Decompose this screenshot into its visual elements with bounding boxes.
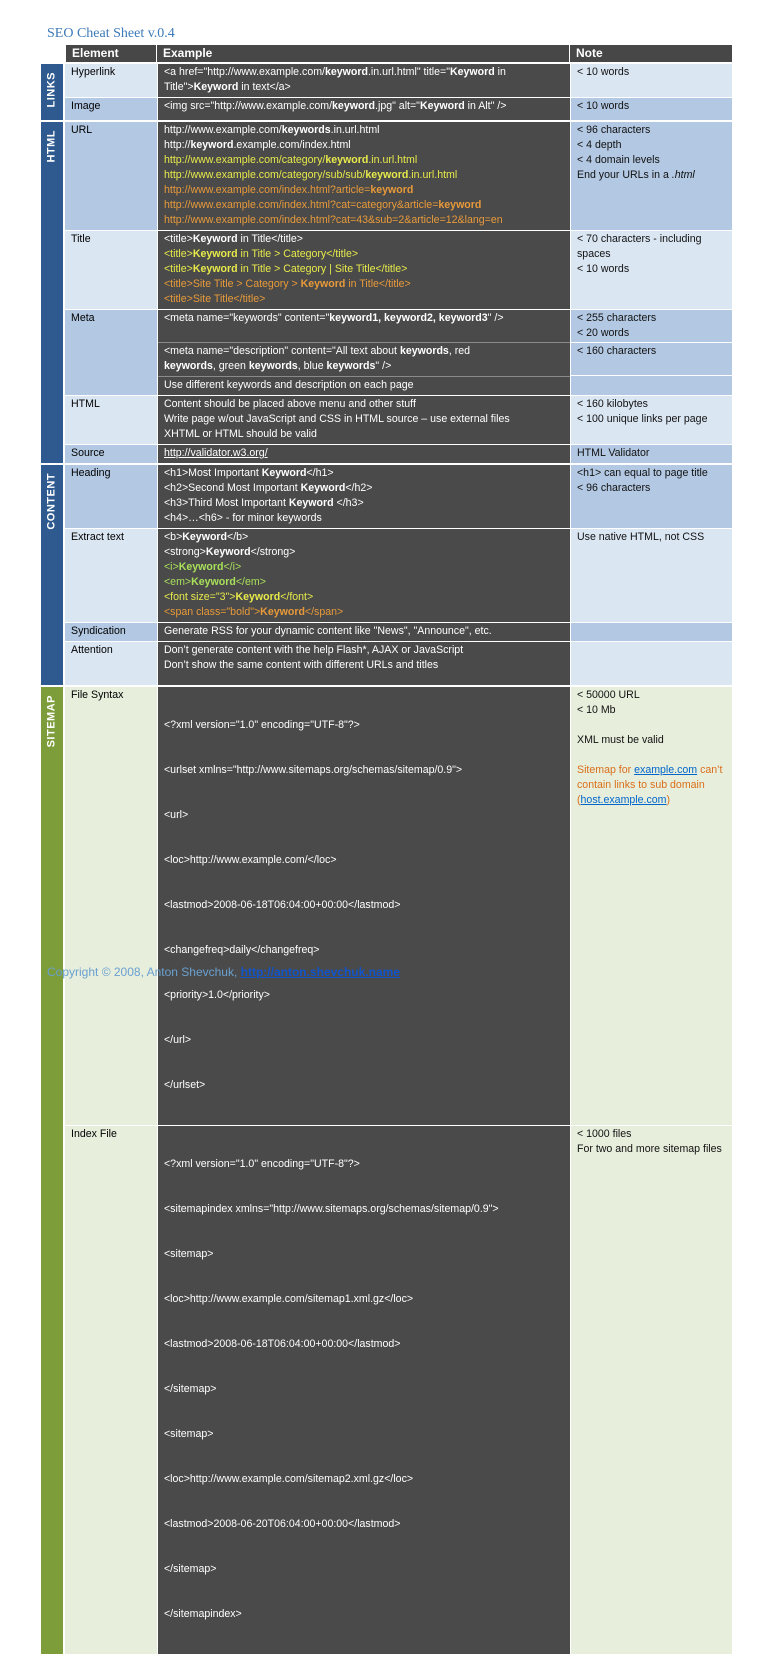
- header-note: Note: [569, 45, 732, 62]
- validator-link[interactable]: http://validator.w3.org/: [164, 447, 268, 459]
- footer-copyright: Copyright © 2008, Anton Shevchuk, http://anton.shevchuk.name: [47, 965, 400, 979]
- document-title: SEO Cheat Sheet v.0.4: [47, 26, 175, 41]
- header-example: Example: [156, 45, 569, 62]
- section-label-html: HTML: [41, 122, 63, 463]
- row-html: HTML Content should be placed above menu and other stuff Write page w/out JavaScript and CSS in HTML source – use external files XHTML or HTML should be valid < 160 kilobytes < 100 unique links per page: [65, 396, 732, 445]
- row-index-file: Index File <?xml version="1.0" encoding="UTF-8"?> <sitemapindex xmlns="http://www.sitemaps.org/schemas/sitemap/0.9"> <sitemap> <loc>http://www.example.com/sitemap1.xml.gz</loc> <lastmod>2008-06-18T06:04:00+00:00</lastmod> </sitemap> <sitemap> <loc>http://www.example.com/sitemap2.xml.gz</loc> <lastmod>2008-06-20T06:04:00+00:00</lastmod> </sitemap> </sitemapindex> < 1000 files For two and more sitemap files: [65, 1126, 732, 1654]
- section-content: [41, 465, 732, 685]
- row-meta: Meta <meta name="keywords" content="keyword1, keyword2, keyword3" /> <meta name="description" content="All text about keywords, red keywords, green keywords, blue keywords" /> Use different keywords and description on each page < 255 characters < 20 words < 160 characters: [65, 310, 732, 396]
- section-html: [41, 122, 732, 463]
- row-attention: Attention Don’t generate content with the help Flash*, AJAX or JavaScript Don’t show the same content with different URLs and titles: [65, 642, 732, 685]
- section-label-content: CONTENT: [41, 465, 63, 685]
- header-element: Element: [65, 45, 156, 62]
- row-source: Source http://validator.w3.org/ HTML Validator: [65, 445, 732, 463]
- row-syndication: Syndication Generate RSS for your dynamic content like "News", "Announce", etc.: [65, 623, 732, 642]
- section-sitemap: [41, 687, 732, 1654]
- row-url: URL http://www.example.com/keywords.in.url.html http://keyword.example.com/index.html http://www.example.com/category/keyword.in.url.html http://www.example.com/category/sub/sub/keyword.in.url.html http://www.example.com/index.html?article=keyword http://www.example.com/index.html?cat=category&article=keyword http://www.example.com/index.html?cat=43&sub=2&article=12&lang=en < 96 characters < 4 depth < 4 domain levels End your URLs in a .html: [65, 122, 732, 231]
- row-heading: Heading <h1>Most Important Keyword</h1> <h2>Second Most Important Keyword</h2> <h3>Third Most Important Keyword </h3> <h4>…<h6> - for minor keywords <h1> can equal to page title < 96 characters: [65, 465, 732, 529]
- section-links: [41, 64, 732, 120]
- row-hyperlink: Hyperlink <a href="http://www.example.com/keyword.in.url.html" title="Keyword in Title">Keyword in text</a> < 10 words: [65, 64, 732, 98]
- table-header: [41, 45, 732, 62]
- section-label-sitemap: SITEMAP: [41, 687, 63, 1654]
- cheat-sheet-table: [41, 45, 732, 1654]
- author-link[interactable]: http://anton.shevchuk.name: [240, 965, 400, 979]
- row-file-syntax: File Syntax <?xml version="1.0" encoding="UTF-8"?> <urlset xmlns="http://www.sitemaps.org/schemas/sitemap/0.9"> <url> <loc>http://www.example.com/</loc> <lastmod>2008-06-18T06:04:00+00:00</lastmod> <changefreq>daily</changefreq> <priority>1.0</priority> </url> </urlset> < 50000 URL < 10 Mb XML must be valid Sitemap for example.com can’t contain links to sub domain (host.example.com): [65, 687, 732, 1126]
- row-extract-text: Extract text <b>Keyword</b> <strong>Keyword</strong> <i>Keyword</i> <em>Keyword</em> <font size="3">Keyword</font> <span class="bold">Keyword</span> Use native HTML, not CSS: [65, 529, 732, 623]
- row-title: Title <title>Keyword in Title</title> <title>Keyword in Title > Category</title> <title>Keyword in Title > Category | Site Title</title> <title>Site Title > Category > Keyword in Title</title> <title>Site Title</title> < 70 characters - including spaces < 10 words: [65, 231, 732, 310]
- row-image: Image <img src="http://www.example.com/keyword.jpg" alt="Keyword in Alt" /> < 10 words: [65, 98, 732, 120]
- section-label-links: LINKS: [41, 64, 63, 120]
